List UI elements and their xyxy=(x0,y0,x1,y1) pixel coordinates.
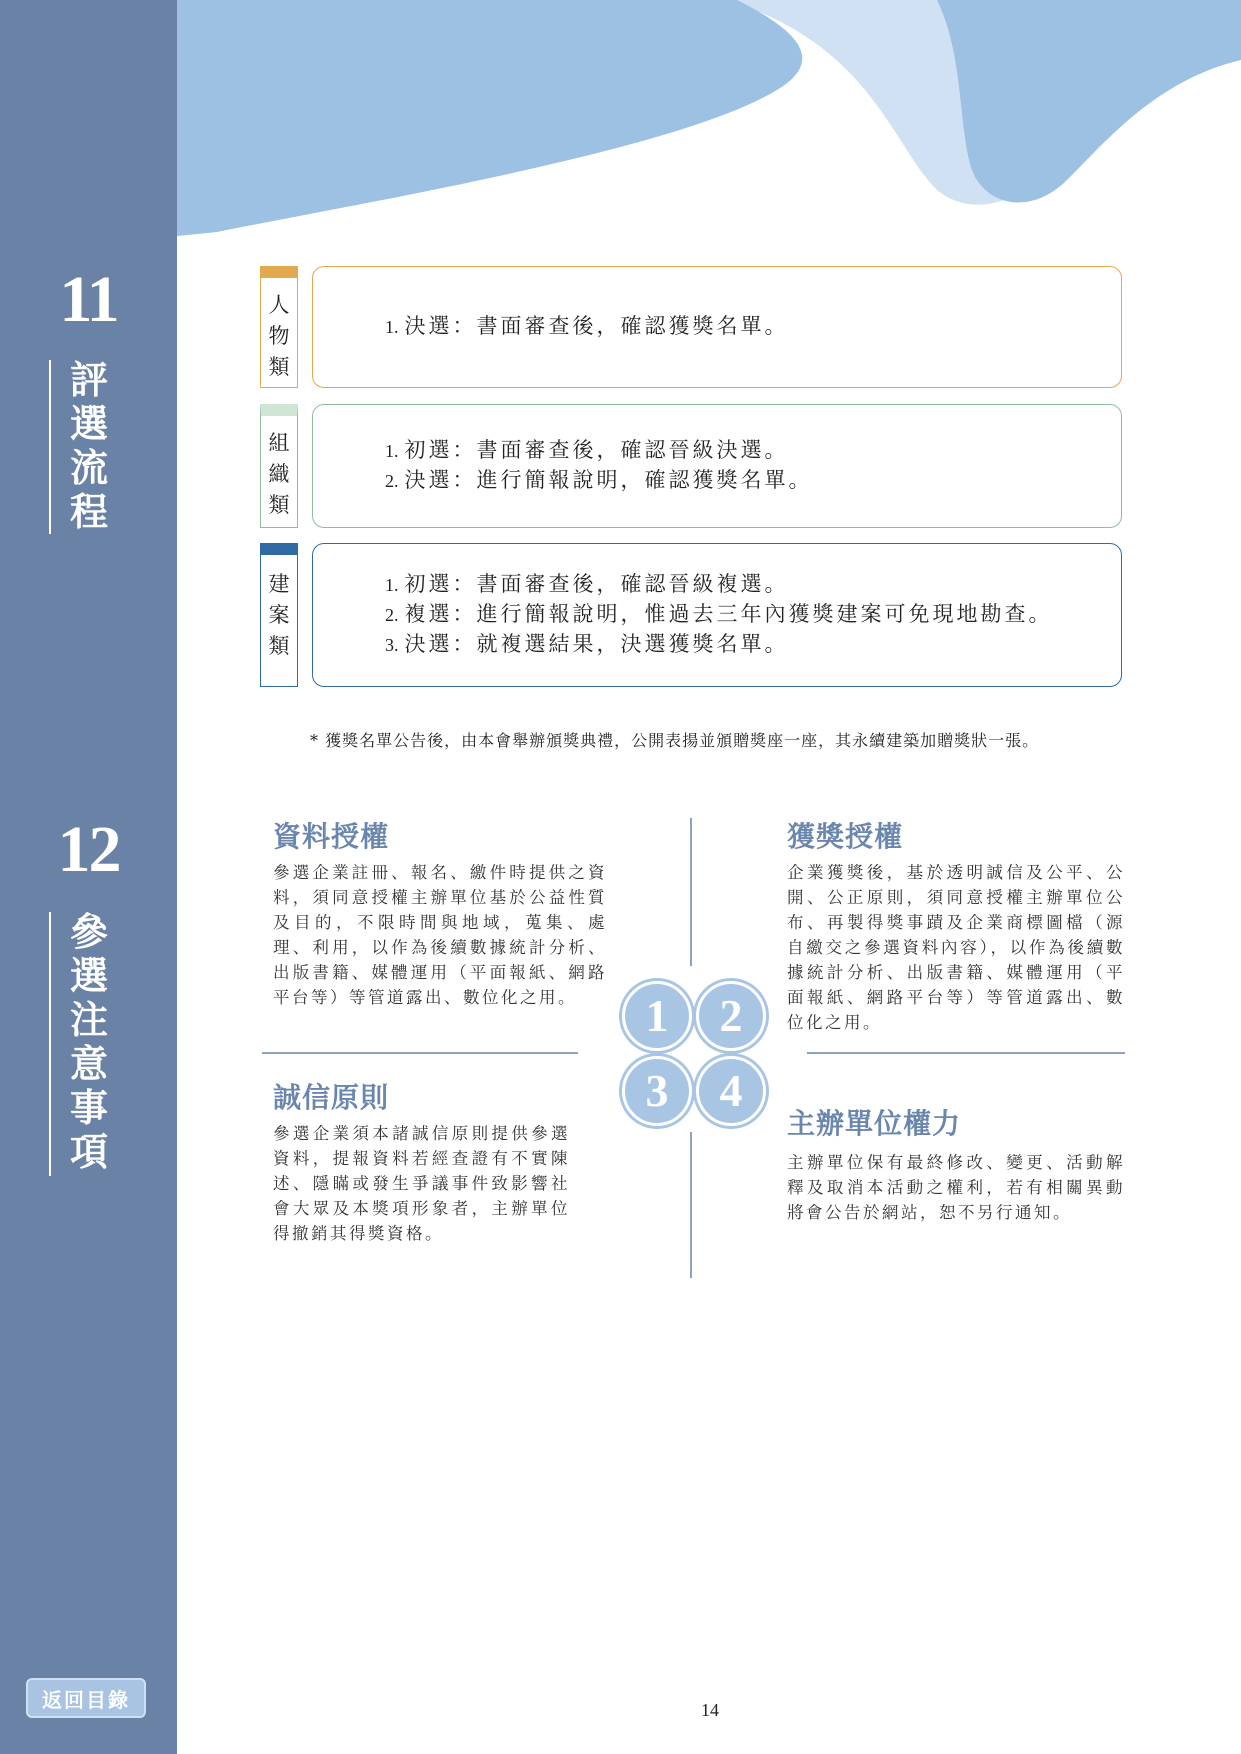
process-step: 2. 決選：進行簡報說明，確認獲獎名單。 xyxy=(385,468,813,492)
page-number: 14 xyxy=(701,1700,719,1720)
section-11-number: 11 xyxy=(59,263,118,336)
integrity-title: 誠信原則 xyxy=(273,1081,390,1114)
organizer-rights-text: 主辦單位保有最終修改、變更、活動解釋及取消本活動之權利，若有相關異動將會公告於網站，恕不另行通知。 xyxy=(787,1153,1125,1222)
section-11-title-char: 程 xyxy=(69,489,108,534)
data-auth-text: 參選企業註冊、報名、繳件時提供之資料，須同意授權主辦單位基於公益性質及目的，不限時間與地域，蒐集、處理、利用，以作為後續數據統計分析、出版書籍、媒體運用（平面報紙、網路平台等）等管道露出、數位化之用。 xyxy=(273,863,607,1007)
section-12-title-char: 事 xyxy=(69,1085,108,1130)
divider-vertical-bottom xyxy=(690,1132,692,1278)
category-box-construction xyxy=(312,543,1122,687)
integrity-text: 參選企業須本諸誠信原則提供參選資料，提報資料若經查證有不實陳述、隱瞞或發生爭議事件致影響社會大眾及本獎項形象者，主辦單位得撤銷其得獎資格。 xyxy=(273,1124,570,1243)
section-12-title-char: 參 xyxy=(69,909,108,954)
category-tag-organization xyxy=(260,404,298,528)
organizer-rights-title: 主辦單位權力 xyxy=(787,1107,962,1140)
category-tag-char: 物 xyxy=(268,324,290,348)
section-11-title-char: 流 xyxy=(69,445,108,490)
divider-horizontal-right xyxy=(807,1052,1125,1054)
process-step: 1. 決選：書面審查後，確認獲獎名單。 xyxy=(385,314,789,338)
circle-number-3: 3 xyxy=(622,1056,692,1126)
divider-horizontal-left xyxy=(262,1052,578,1054)
award-auth-text: 企業獲獎後，基於透明誠信及公平、公開、公正原則，須同意授權主辦單位公布、再製得獎事蹟及企業商標圖檔（源自繳交之參選資料內容），以作為後續數據統計分析、出版書籍、媒體運用（平面報紙、網路平台等）等管道露出、數位化之用。 xyxy=(787,863,1125,1032)
circle-number-4: 4 xyxy=(696,1056,766,1126)
category-tag-char: 類 xyxy=(268,355,290,379)
section-12-title-char: 項 xyxy=(69,1129,108,1174)
section-11-title-char: 評 xyxy=(69,357,108,402)
back-to-contents-button[interactable]: 返回目錄 xyxy=(26,1678,146,1718)
category-box-organization xyxy=(312,404,1122,528)
award-auth-title: 獲獎授權 xyxy=(787,820,904,853)
section-12-title-char: 選 xyxy=(69,953,108,998)
section-12-title-char: 注 xyxy=(69,997,108,1042)
category-tag-char: 織 xyxy=(268,462,290,486)
section-12-rule xyxy=(49,912,51,1176)
process-step: 1. 初選：書面審查後，確認晉級決選。 xyxy=(385,438,789,462)
section-11-title xyxy=(64,358,114,534)
category-box-person xyxy=(312,266,1122,388)
category-tag-char: 類 xyxy=(268,634,290,658)
section-11-title-char: 選 xyxy=(69,401,108,446)
category-tag-char: 類 xyxy=(268,493,290,517)
section-11-rule xyxy=(49,360,51,534)
award-note: * 獲獎名單公告後，由本會舉辦頒獎典禮，公開表揚並頒贈獎座一座，其永續建築加贈獎狀一張。 xyxy=(310,731,1040,750)
category-tag-char: 案 xyxy=(268,603,290,627)
section-12-title-char: 意 xyxy=(69,1041,108,1086)
category-tag-person xyxy=(260,266,298,388)
process-step: 1. 初選：書面審查後，確認晉級複選。 xyxy=(385,572,789,596)
section-12-number: 12 xyxy=(57,813,120,886)
category-tag-char: 組 xyxy=(268,431,290,455)
process-step: 2. 複選：進行簡報說明，惟過去三年內獲獎建案可免現地勘查。 xyxy=(385,602,1053,626)
circle-number-2: 2 xyxy=(696,981,766,1051)
category-tag-construction xyxy=(260,543,298,687)
divider-vertical-top xyxy=(690,818,692,966)
wave-decoration xyxy=(177,0,1241,240)
data-auth-title: 資料授權 xyxy=(273,820,390,853)
category-tag-char: 建 xyxy=(268,572,290,596)
circle-number-1: 1 xyxy=(622,981,692,1051)
category-tag-char: 人 xyxy=(268,293,290,317)
section-12-title xyxy=(64,910,114,1174)
process-step: 3. 決選：就複選結果，決選獲獎名單。 xyxy=(385,632,789,656)
